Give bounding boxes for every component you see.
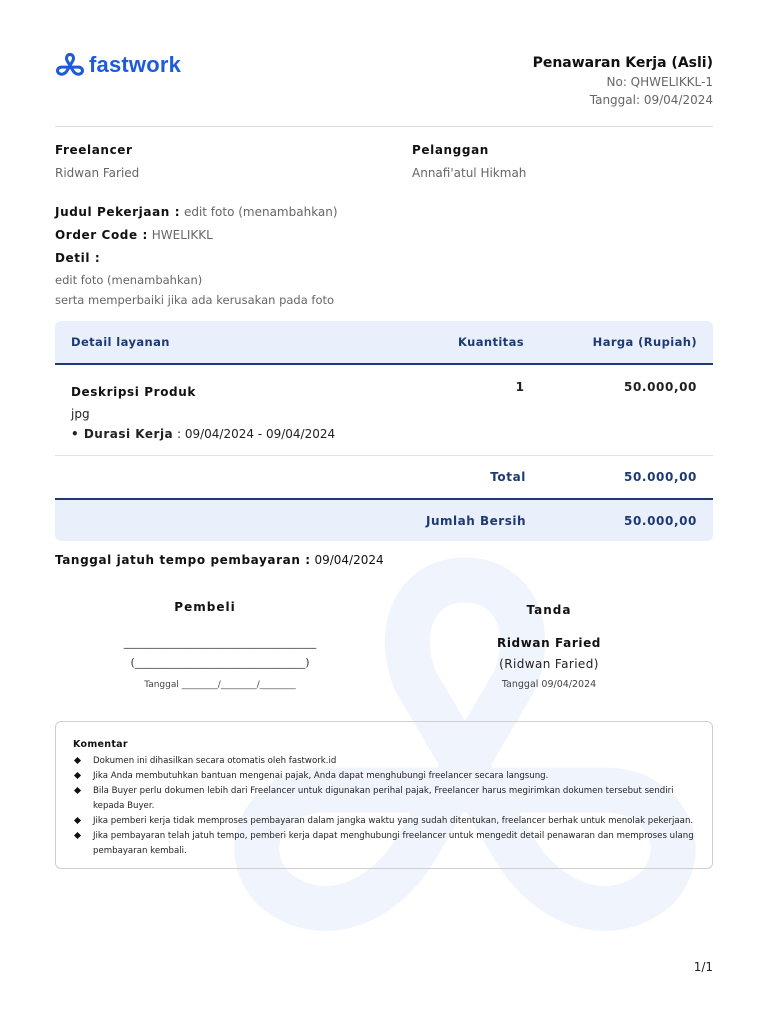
product-description: jpg — [71, 407, 90, 421]
diamond-bullet-icon — [74, 757, 81, 764]
total-value: 50.000,00 — [624, 470, 697, 484]
header-price: Harga (Rupiah) — [592, 335, 697, 349]
document-title: Penawaran Kerja (Asli) — [532, 55, 713, 71]
comments-box — [55, 721, 713, 869]
signature-line: ___________________________________ — [123, 636, 317, 649]
work-duration-value: : 09/04/2024 - 09/04/2024 — [173, 427, 336, 441]
seller-signature — [449, 603, 649, 617]
seller-date-block — [449, 679, 649, 690]
net-amount-label: Jumlah Bersih — [426, 514, 526, 528]
comment-text: Dokumen ini dihasilkan secara otomatis oleh fastwork.id — [93, 756, 337, 766]
seller-name-paren: (Ridwan Faried) — [499, 657, 599, 671]
detail-line: edit foto (menambahkan) — [55, 273, 203, 287]
detail-line: serta memperbaiki jika ada kerusakan pada foto — [55, 293, 335, 307]
item-price: 50.000,00 — [624, 380, 697, 394]
job-title-row — [55, 205, 338, 219]
diamond-bullet-icon — [74, 817, 81, 824]
job-title-label: Judul Pekerjaan : — [55, 205, 181, 219]
table-header — [55, 321, 713, 365]
payment-due — [55, 553, 384, 567]
detail-text — [55, 270, 334, 310]
customer-name: Annafi'atul Hikmah — [412, 166, 527, 180]
detail-row — [55, 251, 100, 265]
seller-name-paren-block — [449, 657, 649, 671]
header-divider — [55, 126, 713, 127]
list-item — [73, 814, 698, 829]
buyer-signature-title: Pembeli — [174, 600, 236, 614]
seller-name-block — [449, 636, 649, 650]
seller-date: Tanggal 09/04/2024 — [501, 679, 597, 690]
freelancer-block — [55, 143, 139, 180]
header-quantity: Kuantitas — [458, 335, 524, 349]
work-duration — [71, 427, 335, 441]
seller-name: Ridwan Faried — [497, 636, 601, 650]
list-item — [73, 769, 698, 784]
freelancer-label: Freelancer — [55, 143, 133, 157]
brand-logo — [55, 50, 181, 80]
document-meta — [533, 55, 713, 107]
document-date: Tanggal: 09/04/2024 — [589, 93, 713, 107]
diamond-bullet-icon — [74, 832, 81, 839]
buyer-signature-line — [105, 636, 335, 649]
comment-text: Jika Anda membutuhkan bantuan mengenai pajak, Anda dapat menghubungi freelancer secara langsung. — [93, 771, 549, 781]
diamond-bullet-icon — [74, 787, 81, 794]
total-label: Total — [490, 470, 526, 484]
document-number: No: QHWELIKKL-1 — [606, 75, 713, 89]
total-row — [55, 456, 713, 500]
brand-name: fastwork — [89, 52, 182, 77]
buyer-date-line — [105, 680, 335, 690]
order-code-value: HWELIKKL — [151, 228, 213, 242]
comment-text: Jika pembayaran telah jatuh tempo, pemberi kerja dapat menghubungi freelancer untuk mengedit detail penawaran dan memproses ulang pembayaran kembali. — [93, 831, 694, 856]
fastwork-logo-icon — [55, 50, 85, 80]
service-table — [55, 321, 713, 541]
net-amount-row — [55, 500, 713, 541]
page-number: 1/1 — [693, 960, 713, 974]
order-code-label: Order Code : — [55, 228, 148, 242]
customer-block — [412, 143, 526, 180]
buyer-signature — [105, 600, 305, 614]
comments-title: Komentar — [73, 739, 128, 750]
customer-label: Pelanggan — [412, 143, 489, 157]
header-service: Detail layanan — [71, 335, 170, 349]
order-code-row — [55, 228, 213, 242]
product-title: Deskripsi Produk — [71, 385, 196, 399]
buyer-name-placeholder: (_______________________________) — [130, 656, 310, 669]
comment-text: Jika pemberi kerja tidak memproses pembayaran dalam jangka waktu yang sudah ditentukan, freelancer berhak untuk menolak pekerjaan. — [93, 816, 694, 826]
comments-list — [73, 754, 698, 859]
freelancer-name: Ridwan Faried — [55, 166, 140, 180]
net-amount-value: 50.000,00 — [624, 514, 697, 528]
table-row — [55, 365, 713, 456]
payment-due-label: Tanggal jatuh tempo pembayaran : — [55, 553, 311, 567]
seller-signature-title: Tanda — [526, 603, 572, 617]
buyer-name-line — [105, 656, 335, 669]
payment-due-value: 09/04/2024 — [310, 553, 384, 567]
job-title-value: edit foto (menambahkan) — [183, 205, 338, 219]
item-quantity: 1 — [515, 380, 524, 394]
comment-text: Bila Buyer perlu dokumen lebih dari Freelancer untuk digunakan perihal pajak, Freelancer harus megirimkan dokumen tersebut sendiri kepada Buyer. — [93, 786, 674, 811]
detail-label: Detil : — [55, 251, 101, 265]
buyer-date-placeholder: Tanggal ________/________/________ — [144, 680, 296, 690]
list-item — [73, 829, 698, 859]
work-duration-label: • Durasi Kerja — [71, 427, 174, 441]
diamond-bullet-icon — [74, 772, 81, 779]
list-item — [73, 754, 698, 769]
list-item — [73, 784, 698, 814]
